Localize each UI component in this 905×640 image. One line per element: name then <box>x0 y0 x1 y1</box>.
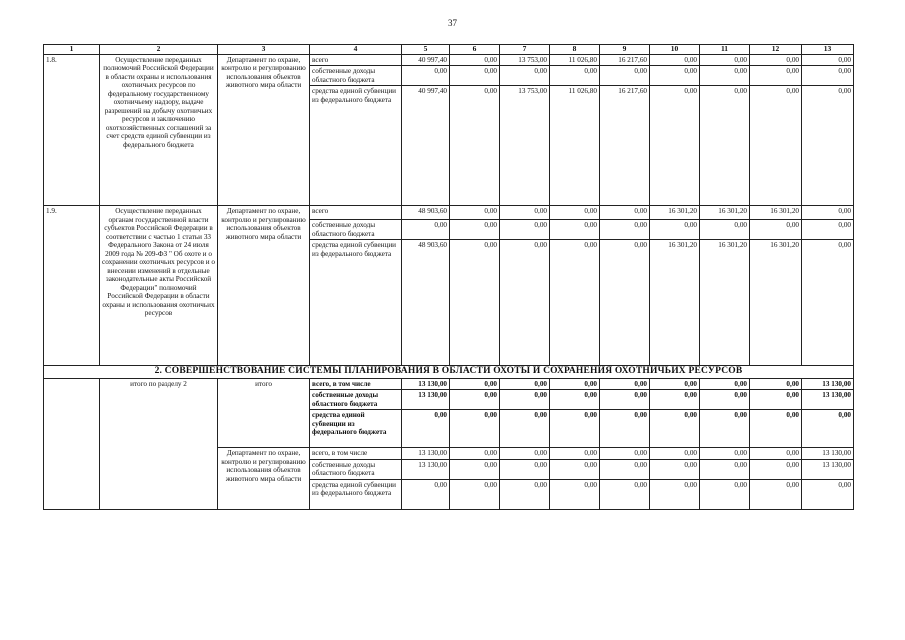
amount-cell: 0,00 <box>402 220 450 240</box>
amount-cell: 0,00 <box>700 459 750 479</box>
column-header: 12 <box>750 45 802 55</box>
header-row <box>44 45 854 55</box>
amount-cell: 13 130,00 <box>402 390 450 410</box>
amount-cell: 0,00 <box>600 66 650 86</box>
funding-source: всего <box>310 55 402 66</box>
measure-name: Осуществление переданных полномочий Российской Федерации в области охраны и использования охотничьих ресурсов по федеральному государственному охотничьему надзору, выдаче разрешений на добычу охотничьих ресурсов и заключению охотхозяйственных соглашений за счет средств единой субвенции из федерального бюджета <box>100 55 218 206</box>
amount-cell: 0,00 <box>650 55 700 66</box>
funding-source: собственные доходы областного бюджета <box>310 66 402 86</box>
amount-cell: 13 130,00 <box>802 448 854 459</box>
amount-cell: 16 301,20 <box>750 240 802 366</box>
amount-cell: 13 130,00 <box>402 459 450 479</box>
amount-cell: 16 301,20 <box>700 206 750 220</box>
amount-cell: 0,00 <box>750 479 802 509</box>
amount-cell: 0,00 <box>802 479 854 509</box>
funding-source: средства единой субвенции из федерального бюджета <box>310 86 402 206</box>
row-number: 1.8. <box>44 55 100 206</box>
amount-cell: 0,00 <box>700 220 750 240</box>
amount-cell: 0,00 <box>750 390 802 410</box>
amount-cell: 11 026,80 <box>550 55 600 66</box>
amount-cell: 0,00 <box>550 448 600 459</box>
amount-cell: 0,00 <box>600 448 650 459</box>
executor: итого <box>218 378 310 447</box>
amount-cell: 16 217,60 <box>600 55 650 66</box>
amount-cell: 0,00 <box>802 86 854 206</box>
column-header: 9 <box>600 45 650 55</box>
budget-table <box>43 44 854 510</box>
amount-cell: 0,00 <box>600 479 650 509</box>
measure-name: итого по разделу 2 <box>100 378 218 509</box>
amount-cell: 13 753,00 <box>500 86 550 206</box>
amount-cell: 0,00 <box>450 459 500 479</box>
table-row <box>44 206 854 220</box>
column-header: 1 <box>44 45 100 55</box>
amount-cell: 0,00 <box>450 479 500 509</box>
amount-cell: 0,00 <box>700 55 750 66</box>
amount-cell: 0,00 <box>750 459 802 479</box>
amount-cell: 0,00 <box>802 220 854 240</box>
amount-cell: 0,00 <box>750 378 802 389</box>
amount-cell: 0,00 <box>650 410 700 448</box>
funding-source: средства единой субвенции из федерального бюджета <box>310 240 402 366</box>
funding-source: средства единой субвенции из федерального бюджета <box>310 410 402 448</box>
amount-cell: 0,00 <box>500 206 550 220</box>
amount-cell: 13 130,00 <box>402 448 450 459</box>
amount-cell: 0,00 <box>450 55 500 66</box>
amount-cell: 0,00 <box>700 86 750 206</box>
amount-cell: 0,00 <box>500 479 550 509</box>
amount-cell: 0,00 <box>750 66 802 86</box>
amount-cell: 0,00 <box>650 459 700 479</box>
column-header: 5 <box>402 45 450 55</box>
amount-cell: 0,00 <box>550 479 600 509</box>
amount-cell: 0,00 <box>700 378 750 389</box>
column-header: 8 <box>550 45 600 55</box>
amount-cell: 0,00 <box>550 410 600 448</box>
amount-cell: 0,00 <box>600 206 650 220</box>
amount-cell: 0,00 <box>600 220 650 240</box>
funding-source: собственные доходы областного бюджета <box>310 220 402 240</box>
amount-cell: 16 301,20 <box>650 240 700 366</box>
section-header <box>44 366 854 378</box>
amount-cell: 0,00 <box>600 240 650 366</box>
column-header: 4 <box>310 45 402 55</box>
row-number <box>44 378 100 509</box>
amount-cell: 0,00 <box>650 479 700 509</box>
amount-cell: 0,00 <box>700 390 750 410</box>
amount-cell: 40 997,40 <box>402 55 450 66</box>
funding-source: собственные доходы областного бюджета <box>310 459 402 479</box>
amount-cell: 0,00 <box>802 240 854 366</box>
amount-cell: 0,00 <box>700 66 750 86</box>
amount-cell: 0,00 <box>500 448 550 459</box>
amount-cell: 0,00 <box>802 55 854 66</box>
amount-cell: 0,00 <box>750 55 802 66</box>
amount-cell: 0,00 <box>600 410 650 448</box>
amount-cell: 0,00 <box>450 390 500 410</box>
page-number: 37 <box>448 18 457 28</box>
amount-cell: 0,00 <box>450 86 500 206</box>
amount-cell: 0,00 <box>500 240 550 366</box>
amount-cell: 0,00 <box>802 66 854 86</box>
funding-source: собственные доходы областного бюджета <box>310 390 402 410</box>
amount-cell: 0,00 <box>500 378 550 389</box>
amount-cell: 0,00 <box>650 66 700 86</box>
executor: Департамент по охране, контролю и регулированию использования объектов животного мира области <box>218 206 310 366</box>
executor: Департамент по охране, контролю и регулированию использования объектов животного мира области <box>218 55 310 206</box>
amount-cell: 0,00 <box>500 459 550 479</box>
amount-cell: 0,00 <box>650 448 700 459</box>
amount-cell: 48 903,60 <box>402 206 450 220</box>
amount-cell: 11 026,80 <box>550 86 600 206</box>
amount-cell: 40 997,40 <box>402 86 450 206</box>
column-header: 2 <box>100 45 218 55</box>
section-title: 2. СОВЕРШЕНСТВОВАНИЕ СИСТЕМЫ ПЛАНИРОВАНИЯ В ОБЛАСТИ ОХОТЫ И СОХРАНЕНИЯ ОХОТНИЧЬИХ РЕСУРСОВ <box>44 366 854 378</box>
amount-cell: 0,00 <box>550 206 600 220</box>
column-header: 10 <box>650 45 700 55</box>
amount-cell: 0,00 <box>750 220 802 240</box>
executor: Департамент по охране, контролю и регулированию использования объектов животного мира области <box>218 448 310 509</box>
amount-cell: 0,00 <box>550 66 600 86</box>
amount-cell: 16 301,20 <box>700 240 750 366</box>
amount-cell: 16 301,20 <box>650 206 700 220</box>
amount-cell: 0,00 <box>402 66 450 86</box>
amount-cell: 13 130,00 <box>402 378 450 389</box>
amount-cell: 0,00 <box>700 448 750 459</box>
table-row <box>44 55 854 66</box>
amount-cell: 16 301,20 <box>750 206 802 220</box>
amount-cell: 0,00 <box>600 390 650 410</box>
amount-cell: 13 130,00 <box>802 390 854 410</box>
funding-source: всего, в том числе <box>310 448 402 459</box>
amount-cell: 0,00 <box>402 410 450 448</box>
amount-cell: 0,00 <box>550 390 600 410</box>
amount-cell: 0,00 <box>500 220 550 240</box>
amount-cell: 0,00 <box>600 378 650 389</box>
amount-cell: 0,00 <box>650 378 700 389</box>
amount-cell: 16 217,60 <box>600 86 650 206</box>
amount-cell: 0,00 <box>600 459 650 479</box>
amount-cell: 0,00 <box>550 240 600 366</box>
amount-cell: 0,00 <box>500 410 550 448</box>
amount-cell: 48 903,60 <box>402 240 450 366</box>
row-number: 1.9. <box>44 206 100 366</box>
amount-cell: 0,00 <box>402 479 450 509</box>
amount-cell: 0,00 <box>700 479 750 509</box>
measure-name: Осуществление переданных органам государственной власти субъектов Российской Федерации в соответствии с частью 1 статьи 33 Федерального Закона от 24 июля 2009 года № 209-ФЗ " Об охоте и о сохранении охотничьих ресурсов и о внесении изменений в отдельные законодательные акты Российской Федерации" полномочий Российской Федерации в области охраны и использования охотничьих ресурсов <box>100 206 218 366</box>
funding-source: средства единой субвенции из федерального бюджета <box>310 479 402 509</box>
amount-cell: 0,00 <box>802 410 854 448</box>
column-header: 7 <box>500 45 550 55</box>
amount-cell: 0,00 <box>550 459 600 479</box>
amount-cell: 0,00 <box>802 206 854 220</box>
amount-cell: 0,00 <box>450 448 500 459</box>
amount-cell: 0,00 <box>450 240 500 366</box>
column-header: 11 <box>700 45 750 55</box>
amount-cell: 0,00 <box>750 410 802 448</box>
amount-cell: 0,00 <box>750 448 802 459</box>
amount-cell: 0,00 <box>450 220 500 240</box>
amount-cell: 0,00 <box>650 390 700 410</box>
column-header: 6 <box>450 45 500 55</box>
amount-cell: 13 753,00 <box>500 55 550 66</box>
column-header: 13 <box>802 45 854 55</box>
amount-cell: 0,00 <box>550 378 600 389</box>
funding-source: всего, в том числе <box>310 378 402 389</box>
amount-cell: 0,00 <box>450 410 500 448</box>
amount-cell: 0,00 <box>500 390 550 410</box>
column-header: 3 <box>218 45 310 55</box>
amount-cell: 0,00 <box>450 206 500 220</box>
amount-cell: 0,00 <box>700 410 750 448</box>
amount-cell: 0,00 <box>750 86 802 206</box>
table-row <box>44 378 854 389</box>
amount-cell: 0,00 <box>450 378 500 389</box>
amount-cell: 0,00 <box>650 86 700 206</box>
amount-cell: 0,00 <box>450 66 500 86</box>
amount-cell: 13 130,00 <box>802 459 854 479</box>
amount-cell: 0,00 <box>500 66 550 86</box>
amount-cell: 13 130,00 <box>802 378 854 389</box>
funding-source: всего <box>310 206 402 220</box>
amount-cell: 0,00 <box>550 220 600 240</box>
amount-cell: 0,00 <box>650 220 700 240</box>
